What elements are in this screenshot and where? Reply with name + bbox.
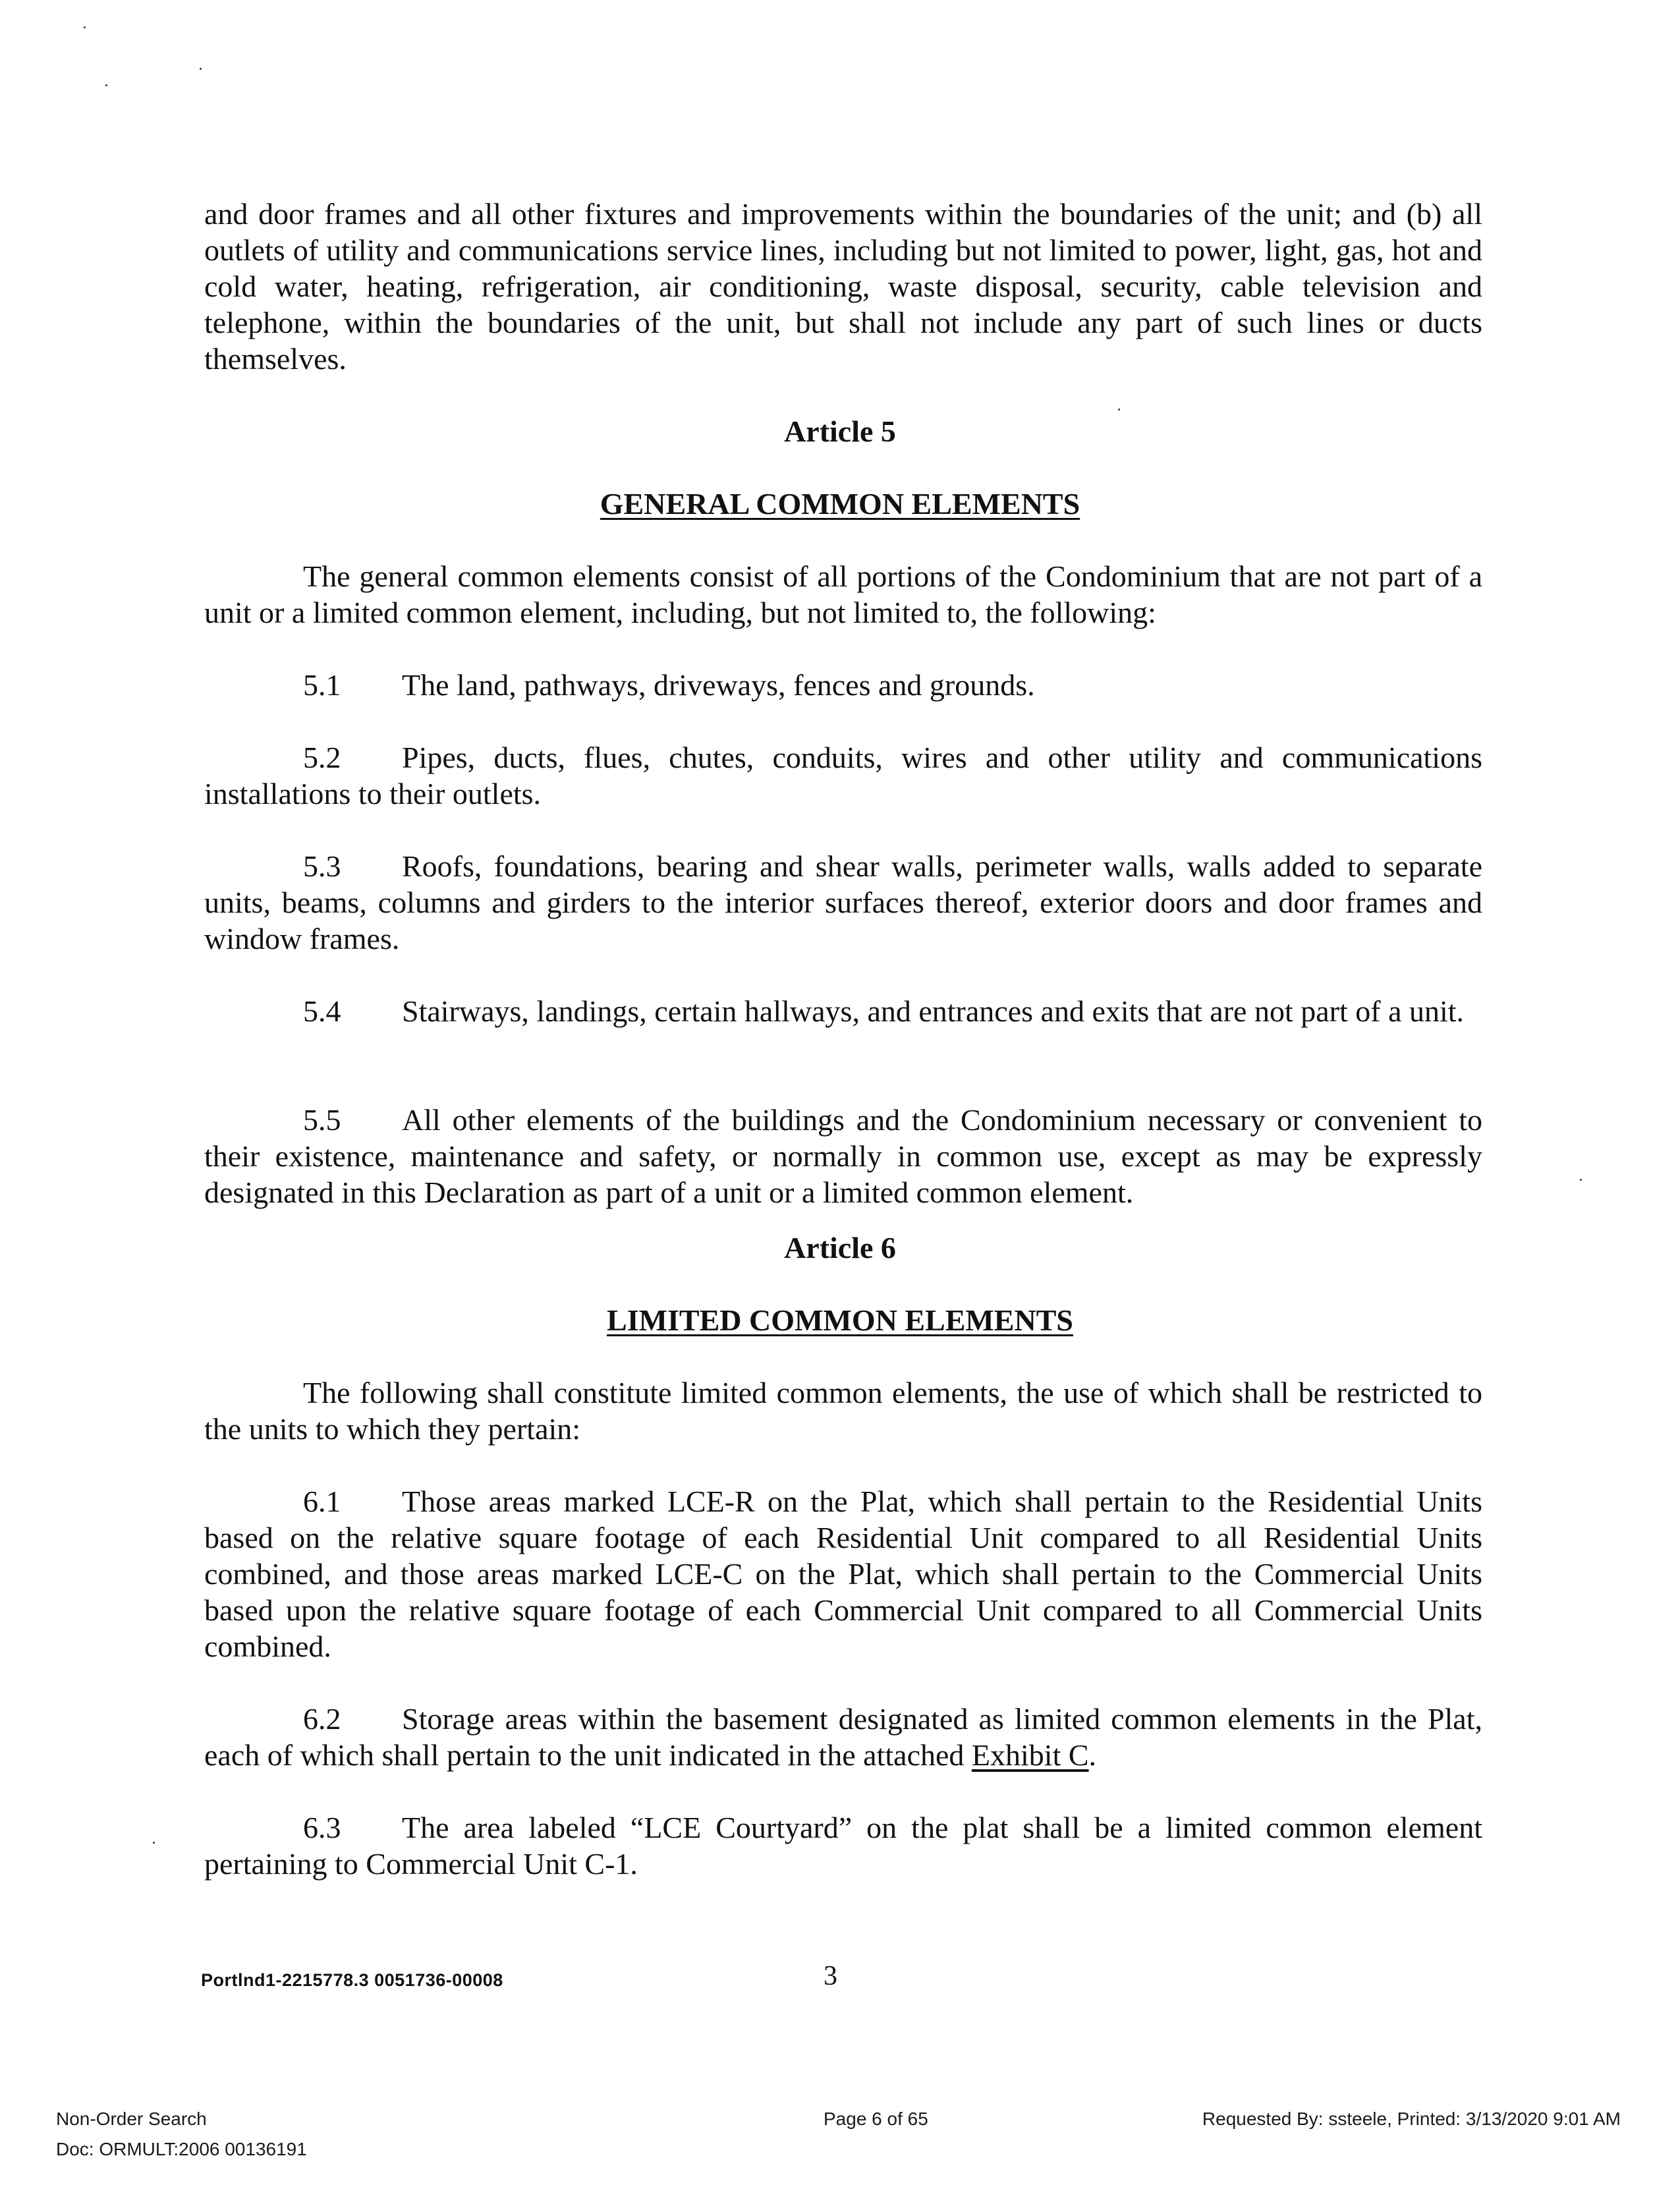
document-id: Portlnd1-2215778.3 0051736-00008 xyxy=(201,1970,503,1990)
section-number: 5.3 xyxy=(303,849,341,883)
section-5-1 xyxy=(204,667,1482,703)
section-number: 5.2 xyxy=(303,741,341,774)
section-text: Those areas marked LCE-R on the Plat, which shall pertain to the Residential Units based on the relative square footage of each Residential Unit compared to all Residential Units combined, and those areas marked LCE-C on the Plat, which shall pertain to the Commercial Units based upon the relative square footage of each Commercial Unit compared to all Commercial Units combined. xyxy=(204,1485,1482,1663)
page-number: 3 xyxy=(824,1961,837,1991)
section-5-3 xyxy=(204,848,1482,957)
section-number: 6.1 xyxy=(303,1485,341,1518)
section-number: 6.2 xyxy=(303,1702,341,1736)
section-6-3 xyxy=(204,1809,1482,1882)
doc-reference: Doc: ORMULT:2006 00136191 xyxy=(56,2139,307,2159)
section-5-4 xyxy=(204,993,1482,1029)
article-6-title: LIMITED COMMON ELEMENTS xyxy=(607,1303,1073,1337)
section-number: 5.5 xyxy=(303,1103,341,1137)
section-number: 5.4 xyxy=(303,994,341,1028)
section-text: The land, pathways, driveways, fences and grounds. xyxy=(402,668,1035,702)
section-text: Pipes, ducts, flues, chutes, conduits, wires and other utility and communications installations to their outlets. xyxy=(204,741,1482,810)
exhibit-c-link[interactable]: Exhibit C xyxy=(971,1738,1089,1772)
scan-speck xyxy=(105,84,107,86)
scan-speck xyxy=(84,26,86,28)
requested-by: Requested By: ssteele, Printed: 3/13/2020 9:01 AM xyxy=(1202,2109,1621,2129)
section-6-2 xyxy=(204,1701,1482,1773)
section-5-5 xyxy=(204,1102,1482,1210)
scan-speck xyxy=(1118,409,1120,411)
article-6-heading: Article 6 xyxy=(784,1231,896,1264)
page-of-count: Page 6 of 65 xyxy=(824,2109,928,2129)
section-text: Stairways, landings, certain hallways, and entrances and exits that are not part of a unit. xyxy=(402,994,1465,1028)
scan-speck xyxy=(200,68,202,70)
section-text-end: . xyxy=(1088,1738,1097,1772)
scan-speck xyxy=(1580,1179,1582,1181)
section-text: Roofs, foundations, bearing and shear walls, perimeter walls, walls added to separate units, beams, columns and girders to the interior surfaces thereof, exterior doors and door frames and window frames. xyxy=(204,849,1482,955)
article-5-title: GENERAL COMMON ELEMENTS xyxy=(600,487,1080,521)
section-text: All other elements of the buildings and the Condominium necessary or convenient to their existence, maintenance and safety, or normally in common use, except as may be expressly designated in this Declaration as part of a unit or a limited common element. xyxy=(204,1103,1482,1209)
section-text: Storage areas within the basement designated as limited common elements in the Plat, each of which shall pertain to the unit indicated in the attached xyxy=(204,1702,1482,1772)
section-6-1 xyxy=(204,1483,1482,1664)
article-6-intro: The following shall constitute limited common elements, the use of which shall be restricted to the units to which they pertain: xyxy=(204,1376,1482,1446)
section-number: 6.3 xyxy=(303,1811,341,1844)
article-5-intro: The general common elements consist of all portions of the Condominium that are not part of a unit or a limited common element, including, but not limited to, the following: xyxy=(204,559,1482,629)
continuation-paragraph: and door frames and all other fixtures and improvements within the boundaries of the unit; and (b) all outlets of utility and communications service lines, including but not limited to power, light, gas, hot and cold water, heating, refrigeration, air conditioning, waste disposal, security, cable television and telephone, within the boundaries of the unit, but shall not include any part of such lines or ducts themselves. xyxy=(204,197,1482,376)
section-text: The area labeled “LCE Courtyard” on the plat shall be a limited common element pertaining to Commercial Unit C-1. xyxy=(204,1811,1482,1881)
section-5-2 xyxy=(204,739,1482,812)
search-type: Non-Order Search xyxy=(56,2109,207,2129)
scan-speck xyxy=(153,1842,155,1844)
article-5-heading: Article 5 xyxy=(784,414,896,448)
section-number: 5.1 xyxy=(303,668,341,702)
